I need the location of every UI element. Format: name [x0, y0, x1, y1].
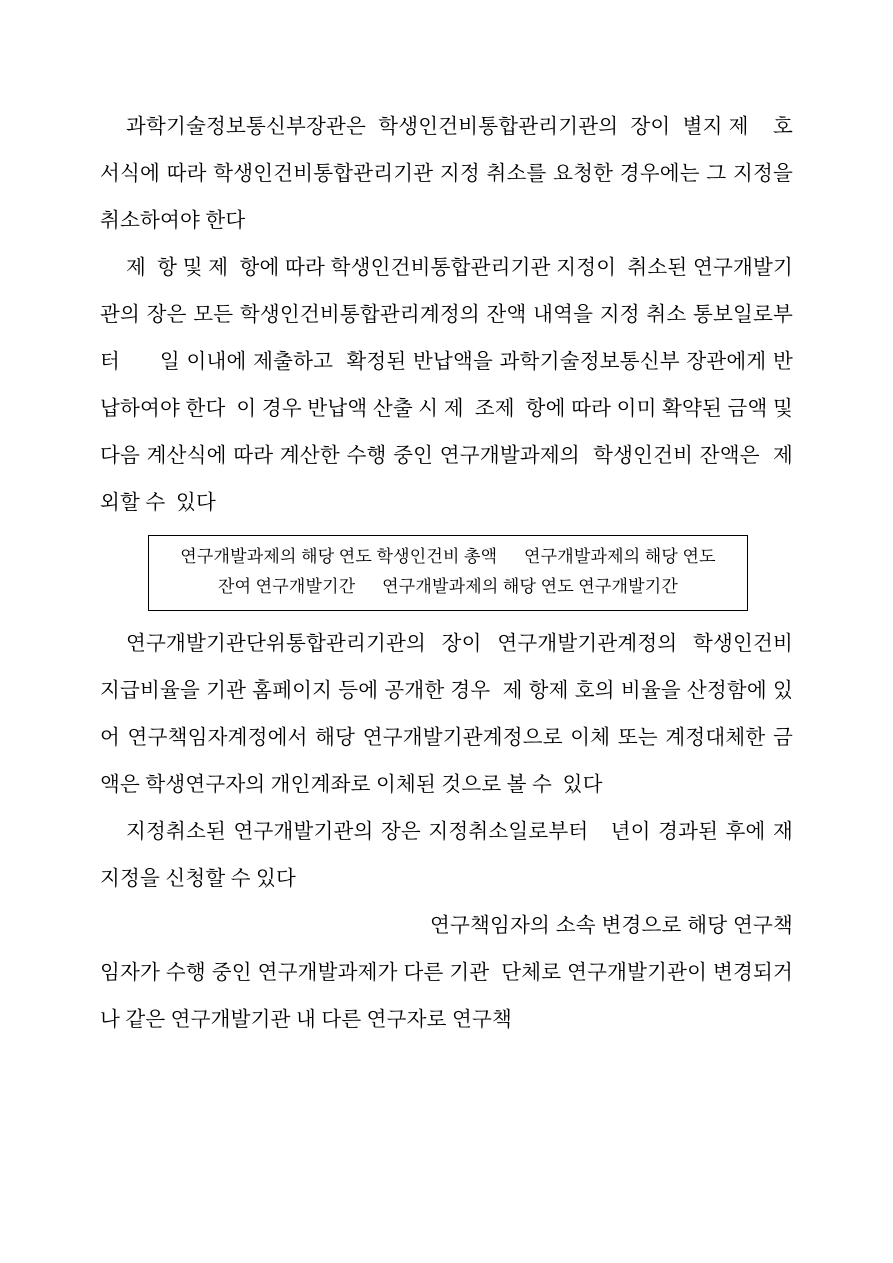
paragraph-3: 연구개발기관단위통합관리기관의 장이 연구개발기관계정의 학생인건비 지급비율을 기관 홈페이지 등에 공개한 경우 제 항제 호의 비율을 산정함에 있어 연구책임자계정에서 해당 연구개발기관계정으로 이체 또는 계정대체한 금액은 학생연구자의 개인계좌로 이체된 것으로 볼 수 있다: [100, 633, 799, 796]
document-body: [100, 104, 804, 1044]
formula-line-2: 잔여 연구개발기간 연구개발과제의 해당 연도 연구개발기간: [217, 577, 679, 596]
formula-box: [148, 535, 748, 611]
paragraph-4: 지정취소된 연구개발기관의 장은 지정취소일로부터 년이 경과된 후에 재지정을 신청할 수 있다: [100, 821, 793, 890]
paragraph-2: 제 항 및 제 항에 따라 학생인건비통합관리기관 지정이 취소된 연구개발기관의 장은 모든 학생인건비통합관리계정의 잔액 내역을 지정 취소 통보일로부터 일 이내에 제출하고 확정된 반납액을 과학기술정보통신부 장관에게 반납하여야 한다 이 경우 반납액 산출 시 제 조제 항에 따라 이미 확약된 금액 및 다음 계산식에 따라 계산한 수행 중인 연구개발과제의 학생인건비 잔액은 제외할 수 있다: [100, 257, 799, 514]
paragraph-5: 연구책임자의 소속 변경으로 해당 연구책임자가 수행 중인 연구개발과제가 다른 기관 단체로 연구개발기관이 변경되거나 같은 연구개발기관 내 다른 연구자로 연구책: [100, 915, 793, 1031]
paragraph-1: 과학기술정보통신부장관은 학생인건비통합관리기관의 장이 별지 제 호 서식에 따라 학생인건비통합관리기관 지정 취소를 요청한 경우에는 그 지정을 취소하여야 한다: [100, 116, 804, 232]
formula-line-1: 연구개발과제의 해당 연도 학생인건비 총액 연구개발과제의 해당 연도: [180, 547, 716, 566]
